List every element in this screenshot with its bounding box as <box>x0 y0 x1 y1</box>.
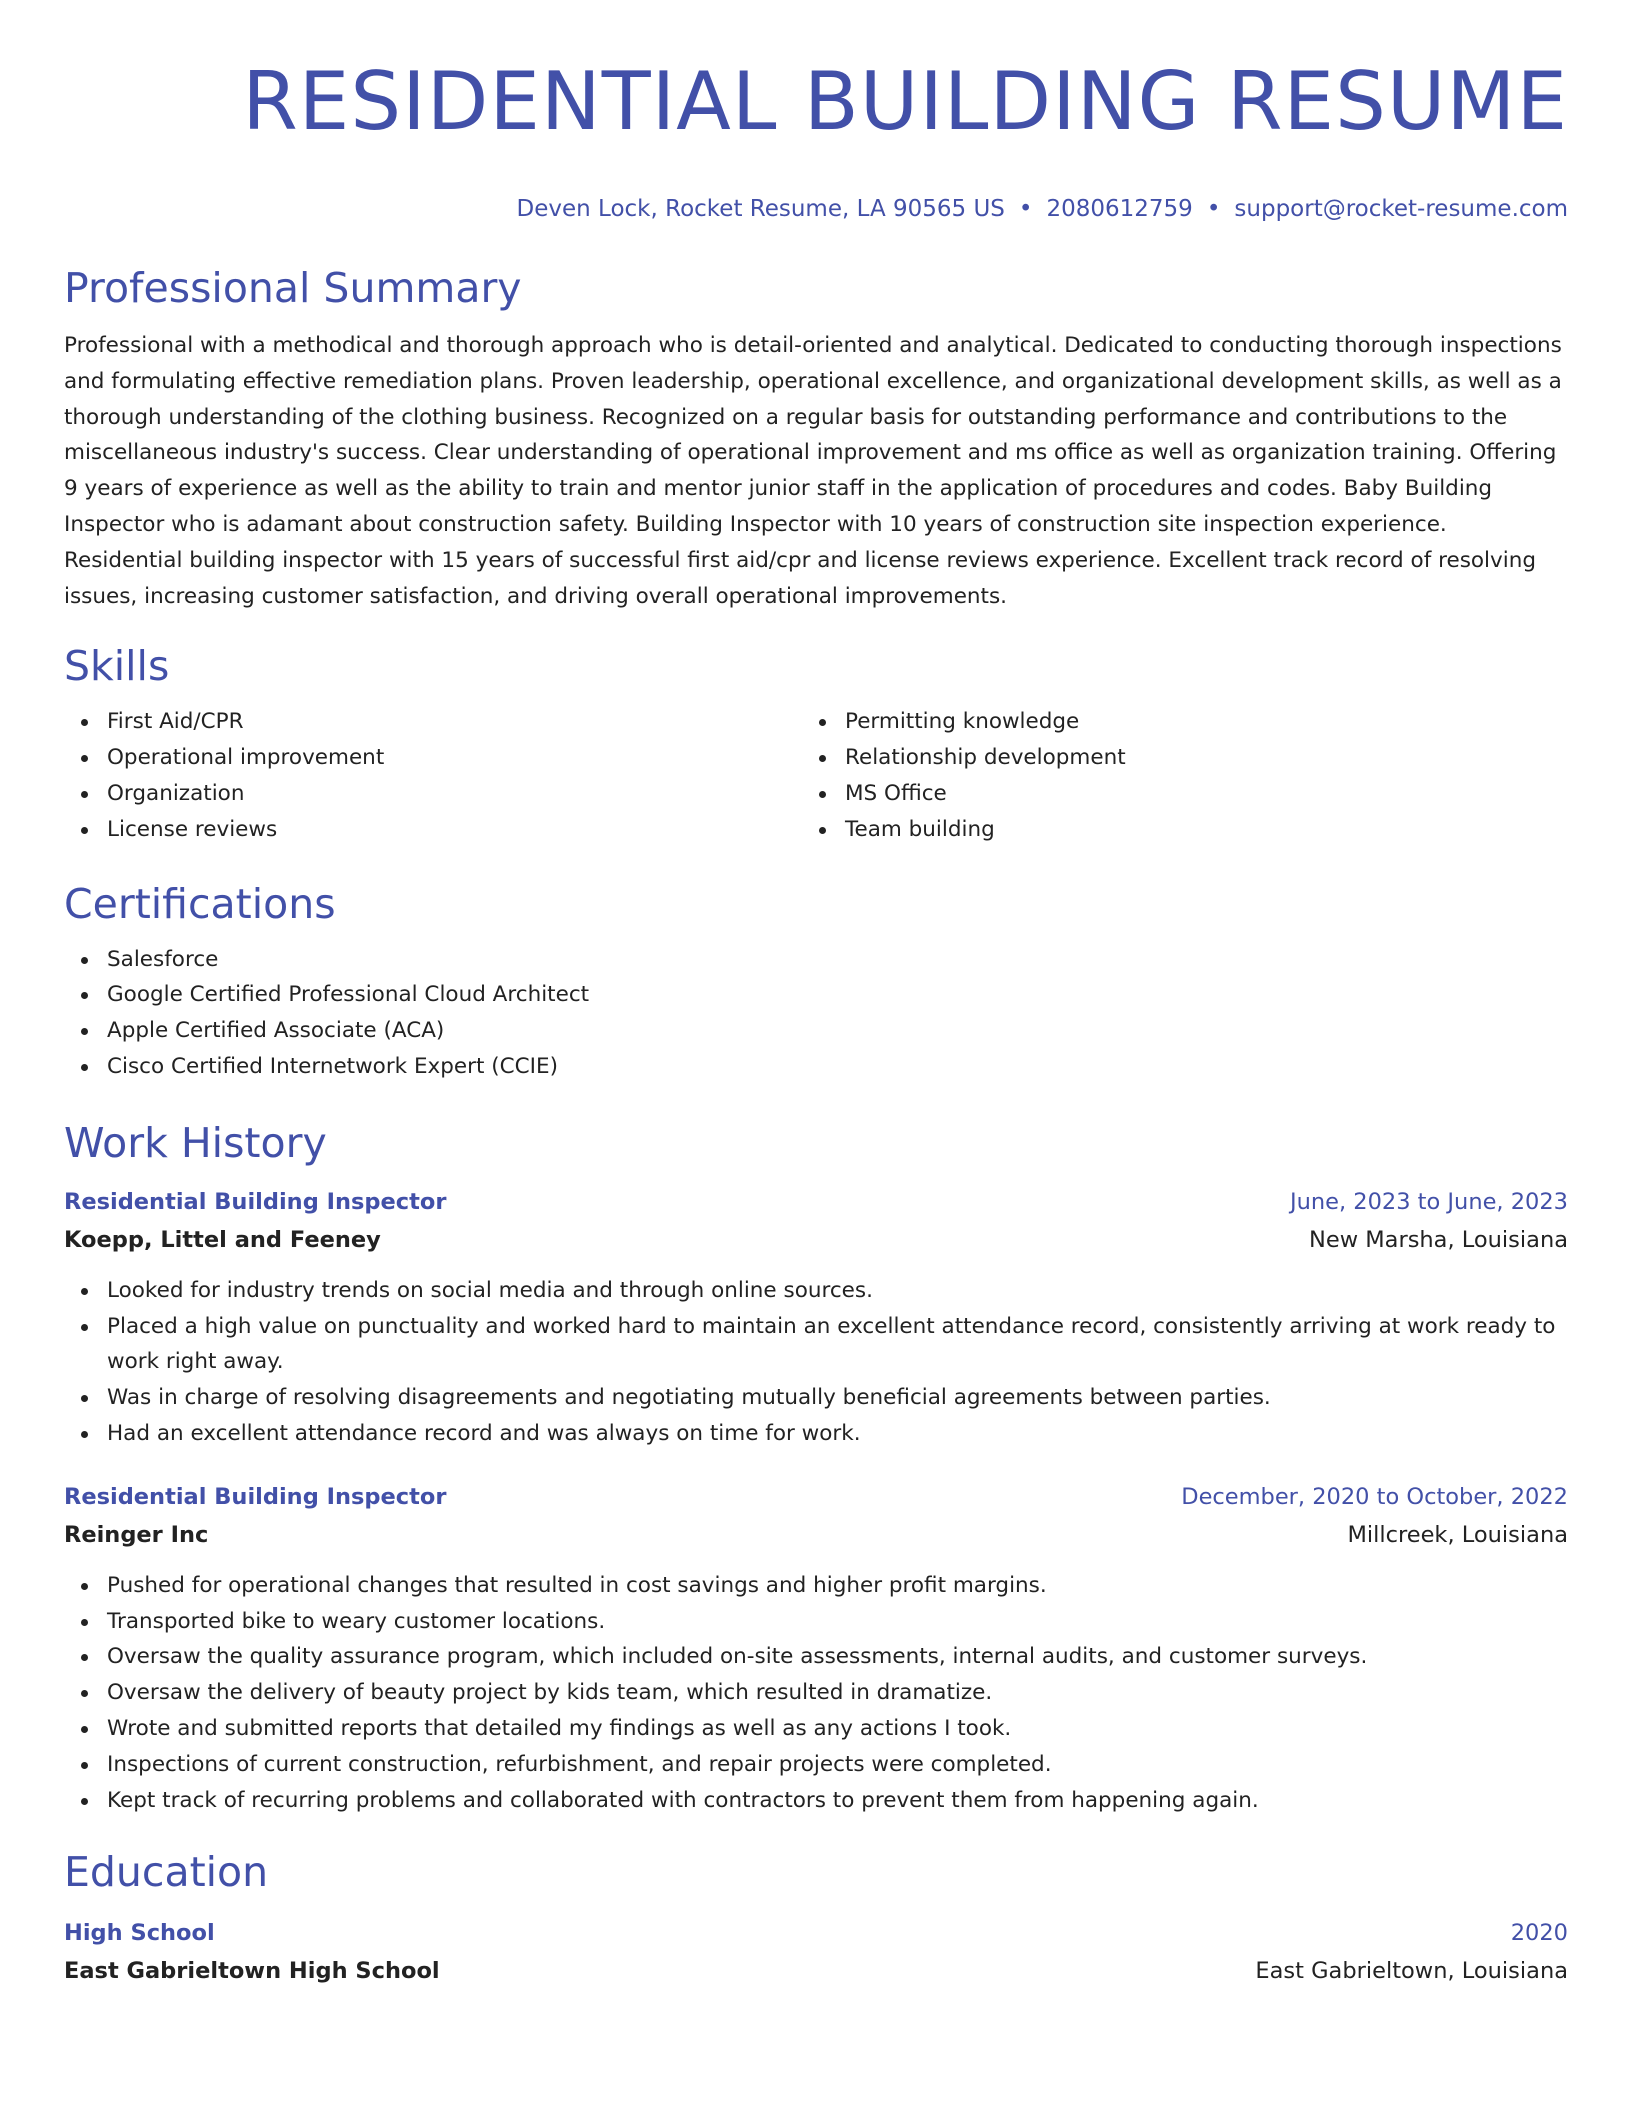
job-bullets <box>64 1568 1568 1819</box>
summary-heading: Professional Summary <box>64 264 522 312</box>
education-entry <box>64 1914 1568 1990</box>
education-location: East Gabrieltown, Louisiana <box>1255 1958 1568 1985</box>
job-title: Residential Building Inspector <box>64 1188 447 1215</box>
skills-heading: Skills <box>64 642 170 691</box>
certification-item: Apple Certified Associate (ACA) <box>64 1013 1568 1049</box>
skill-item: Permitting knowledge <box>802 704 1540 740</box>
skills-list-left <box>64 704 802 847</box>
education-header <box>64 1914 1568 1952</box>
job-bullet: Oversaw the delivery of beauty project by kids team, which resulted in dramatize. <box>64 1675 1568 1711</box>
job-dates: December, 2020 to October, 2022 <box>1181 1483 1568 1510</box>
job-bullet: Transported bike to weary customer locations. <box>64 1604 1568 1640</box>
job-bullet: Was in charge of resolving disagreements and negotiating mutually beneficial agreements between parties. <box>64 1380 1568 1416</box>
skill-item: License reviews <box>64 812 802 848</box>
job-header <box>64 1183 1568 1221</box>
skill-item: Organization <box>64 776 802 812</box>
certification-item: Google Certified Professional Cloud Architect <box>64 977 1568 1013</box>
job-bullet: Wrote and submitted reports that detailed my findings as well as any actions I took. <box>64 1711 1568 1747</box>
job-subheader <box>64 1221 1568 1259</box>
job-location: New Marsha, Louisiana <box>1309 1226 1568 1253</box>
contact-email: support@rocket-resume.com <box>1234 196 1568 222</box>
education-year: 2020 <box>1510 1920 1568 1947</box>
job-entry <box>64 1183 1568 1452</box>
skill-item: Team building <box>802 812 1540 848</box>
contact-phone: 2080612759 <box>1046 196 1193 222</box>
skill-item: MS Office <box>802 776 1540 812</box>
job-bullet: Pushed for operational changes that resulted in cost savings and higher profit margins. <box>64 1568 1568 1604</box>
job-bullet: Looked for industry trends on social media and through online sources. <box>64 1273 1568 1309</box>
contact-address: Deven Lock, Rocket Resume, LA 90565 US <box>516 196 1005 222</box>
job-dates: June, 2023 to June, 2023 <box>1289 1188 1568 1215</box>
certifications-heading: Certifications <box>64 879 336 928</box>
education-subheader <box>64 1952 1568 1990</box>
contact-separator: • <box>1018 196 1033 222</box>
job-company: Koepp, Littel and Feeney <box>64 1226 381 1253</box>
contact-line <box>64 192 1568 226</box>
job-entry <box>64 1478 1568 1819</box>
job-location: Millcreek, Louisiana <box>1347 1521 1568 1548</box>
job-title: Residential Building Inspector <box>64 1483 447 1510</box>
skill-item: Operational improvement <box>64 740 802 776</box>
certification-item: Cisco Certified Internetwork Expert (CCIE) <box>64 1049 1568 1085</box>
skill-item: Relationship development <box>802 740 1540 776</box>
certifications-list <box>64 942 1568 1085</box>
skills-grid <box>64 704 1568 847</box>
job-bullet: Inspections of current construction, refurbishment, and repair projects were completed. <box>64 1747 1568 1783</box>
work-history-heading: Work History <box>64 1118 327 1167</box>
job-bullets <box>64 1273 1568 1452</box>
summary-text: Professional with a methodical and thorough approach who is detail-oriented and analytical. Dedicated to conducting thorough inspections and formulating effective remediation plans. Proven leadership, operational excellence, and organizational development skills, as well as a thorough understanding of the clothing business. Recognized on a regular basis for outstanding performance and contributions to the miscellaneous industry's success. Clear understanding of operational improvement and ms office as well as organization training. Offering 9 years of experience as well as the ability to train and mentor junior staff in the application of procedures and codes. Baby Building Inspector who is adamant about construction safety. Building Inspector with 10 years of construction site inspection experience. Residential building inspector with 15 years of successful first aid/cpr and license reviews experience. Excellent track record of resolving issues, increasing customer satisfaction, and driving overall operational improvements. <box>64 333 1562 609</box>
job-header <box>64 1478 1568 1516</box>
education-degree: High School <box>64 1920 215 1947</box>
job-bullet: Placed a high value on punctuality and worked hard to maintain an excellent attendance record, consistently arriving at work ready to work right away. <box>64 1309 1568 1381</box>
skill-item: First Aid/CPR <box>64 704 802 740</box>
job-subheader <box>64 1516 1568 1554</box>
certification-item: Salesforce <box>64 942 1568 978</box>
job-company: Reinger Inc <box>64 1521 209 1548</box>
job-bullet: Kept track of recurring problems and collaborated with contractors to prevent them from happening again. <box>64 1783 1568 1819</box>
contact-separator: • <box>1206 196 1221 222</box>
education-school: East Gabrieltown High School <box>64 1958 440 1985</box>
resume-title: RESIDENTIAL BUILDING RESUME <box>242 55 1568 148</box>
skills-list-right <box>802 704 1540 847</box>
job-bullet: Had an excellent attendance record and was always on time for work. <box>64 1416 1568 1452</box>
education-heading: Education <box>64 1848 269 1897</box>
job-bullet: Oversaw the quality assurance program, which included on-site assessments, internal audits, and customer surveys. <box>64 1639 1568 1675</box>
